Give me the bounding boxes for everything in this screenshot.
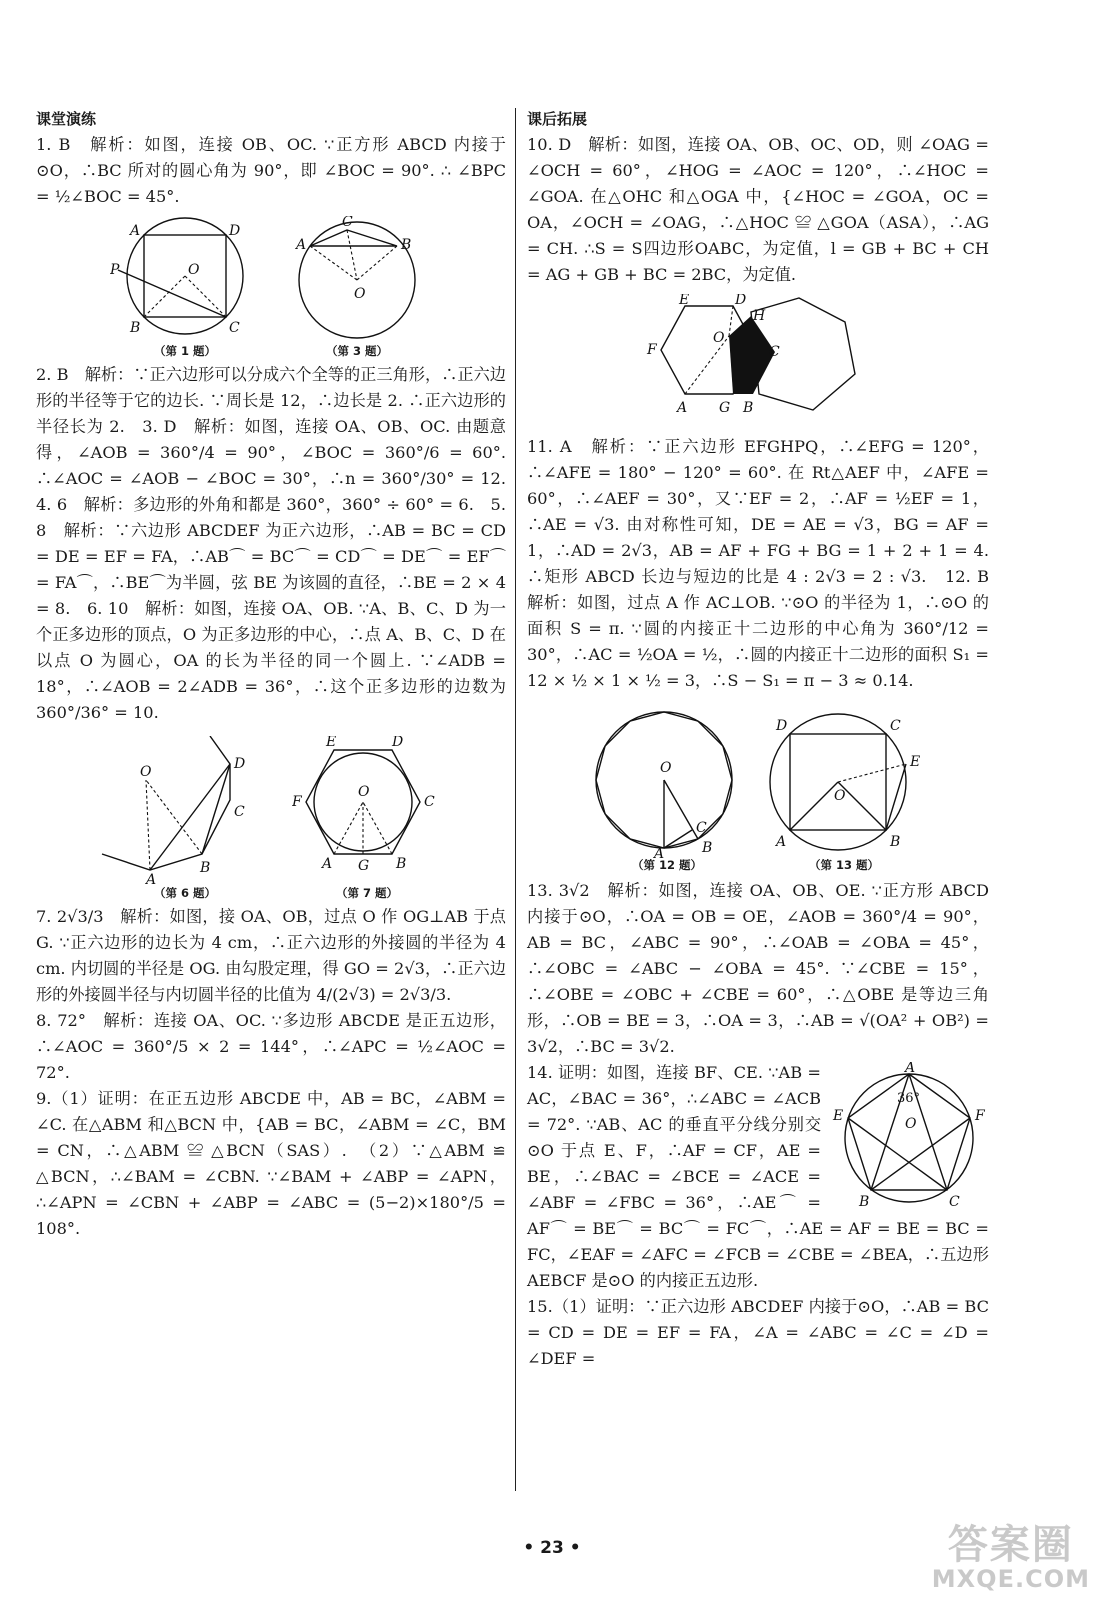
label-B: B bbox=[859, 1194, 870, 1208]
figure-10 bbox=[633, 294, 883, 430]
figure-1 bbox=[110, 216, 260, 358]
label-C: C bbox=[949, 1194, 960, 1208]
section-title-extension: 课后拓展 bbox=[527, 110, 588, 128]
label-C: C bbox=[234, 804, 245, 820]
page-number: • 23 • bbox=[523, 1538, 581, 1558]
figure-3-caption: （第 3 题） bbox=[325, 344, 388, 358]
left-column bbox=[36, 108, 523, 1242]
label-G: G bbox=[358, 858, 370, 874]
label-D: D bbox=[735, 294, 747, 308]
answers-11-12: 11. A 解析：∵正六边形 EFGHPQ，∴∠EFG = 120°，∴∠AFE = 180° − 120° = 60°. 在 Rt△AEF 中，∠AFE = 60°，∴∠AEF = 30°，又∵EF = 2，∴AF = ½EF = 1，∴AE = √3. 由对称性可知，DE = AE = √3，BG = AF = 1，∴AD = 2√3，AB = AF + FG + BG = 1 + 2 + 1 = 4. ∴矩形 ABCD 长边与短边的比是 4 : 2√3 = 2 : √3. 12. B 解析：如图，过点 A 作 AC⊥OB. ∵⊙O 的半径为 1，∴⊙O 的面积 S = π. ∵圆的内接正十二边形的中心角为 360°/12 = 30°，∴AC = ½OA = ½，∴圆的内接正十二边形的面积 S₁ = 12 × ½ × 1 × ½ = 3，∴S − S₁ = π − 3 ≈ 0.14. bbox=[527, 437, 1006, 690]
figure-7-caption: （第 7 题） bbox=[335, 886, 398, 900]
figure-7 bbox=[292, 736, 442, 900]
label-A: A bbox=[296, 237, 307, 253]
label-A: A bbox=[146, 872, 157, 886]
label-B: B bbox=[743, 400, 754, 416]
label-P: P bbox=[110, 262, 120, 278]
answer-14-block bbox=[527, 1060, 989, 1294]
label-H: H bbox=[753, 308, 766, 324]
label-F: F bbox=[975, 1108, 985, 1124]
figure-14-diagram bbox=[829, 1062, 989, 1208]
label-A: A bbox=[905, 1062, 916, 1076]
watermark bbox=[932, 1524, 1090, 1592]
label-O: O bbox=[188, 262, 200, 278]
label-C: C bbox=[890, 718, 901, 734]
label-B: B bbox=[401, 237, 412, 253]
answer-15: 15.（1）证明：∵正六边形 ABCDEF 内接于⊙O，∴AB = BC = CD = DE = EF = FA，∠A = ∠ABC = ∠C = ∠D = ∠DEF = bbox=[527, 1297, 989, 1368]
watermark-line1: 答案圈 bbox=[947, 1522, 1074, 1568]
figure-13-caption: （第 13 题） bbox=[808, 858, 879, 872]
label-E: E bbox=[833, 1108, 844, 1124]
label-C: C bbox=[229, 320, 240, 336]
label-B: B bbox=[396, 856, 407, 872]
label-F: F bbox=[647, 342, 657, 358]
label-G: G bbox=[719, 400, 731, 416]
section-title-classroom: 课堂演练 bbox=[36, 110, 97, 128]
answer-14: 14. 证明：如图，连接 BF、CE. ∵AB = AC，∠BAC = 36°，∴∠ABC = ∠ACB = 72°. ∵AB、AC 的垂直平分线分别交⊙O 于点 E、F，∴AF = CF，AE = BE，∴∠BAC = ∠BCE = ∠ACE = ∠ABF = ∠FBC = 36°，∴AE⌒ = AF⌒ = BE⌒ = BC⌒ = FC⌒，∴AE = AF = BE = BC = FC，∠EAF = ∠AFC = ∠FCB = ∠CBE = ∠BEA，∴五边形 AEBCF 是⊙O 的内接正五边形. bbox=[527, 1063, 989, 1290]
figure-7-diagram bbox=[292, 736, 442, 886]
answers-2-to-6: 2. B 解析：∵正六边形可以分成六个全等的正三角形，∴正六边形的半径等于它的边长. ∵周长是 12，∴边长是 2. ∴正六边形的半径长为 2. 3. D 解析：如图，连接 OA、OB、OC. 由题意得，∠AOB = 360°/4 = 90°，∠BOC = 360°/6 = 60°. ∴∠AOC = ∠AOB − ∠BOC = 30°，∴n = 360°/30° = 12. 4. 6 解析：多边形的外角和都是 360°，360° ÷ 60° = 6. 5. 8 解析：∵六边形 ABCDEF 为正六边形，∴AB = BC = CD = DE = EF = FA，∴AB⌒ = BC⌒ = CD⌒ = DE⌒ = EF⌒ = FA⌒，∴BE⌒为半圆，弦 BE 为该圆的直径，∴BE = 2 × 4 = 8. 6. 10 解析：如图，连接 OA、OB. ∵A、B、C、D 为一个正多边形的顶点，O 为正多边形的中心，∴点 A、B、C、D 在以点 O 为圆心，OA 的长为半径的同一个圆上. ∵∠ADB = 18°，∴∠AOB = 2∠ADB = 36°，∴这个正多边形的边数为 360°/36° = 10. bbox=[36, 365, 523, 722]
label-B: B bbox=[890, 834, 901, 850]
label-C: C bbox=[424, 794, 435, 810]
figure-12-diagram bbox=[592, 706, 742, 858]
label-D: D bbox=[229, 223, 241, 239]
figure-10-diagram bbox=[633, 294, 883, 430]
answer-9: 9.（1）证明：在正五边形 ABCDE 中，AB = BC，∠ABM = ∠C. 在△ABM 和△BCN 中，{AB = BC，∠ABM = ∠C，BM = CN，∴△ABM ≌ △BCN（SAS）. （2）∵△ABM ≌ △BCN，∴∠BAM = ∠CBN. ∵∠BAM + ∠ABP = ∠APN，∴∠APN = ∠CBN + ∠ABP = ∠ABC = (5−2)×180°/5 = 108°. bbox=[36, 1089, 506, 1238]
label-C: C bbox=[696, 820, 707, 836]
figure-row-1-3 bbox=[36, 216, 506, 358]
label-O: O bbox=[660, 760, 672, 776]
label-F: F bbox=[292, 794, 302, 810]
figure-6-caption: （第 6 题） bbox=[153, 886, 216, 900]
label-O: O bbox=[713, 330, 725, 346]
angle-36-label: 36° bbox=[897, 1091, 921, 1106]
answer-7: 7. 2√3/3 解析：如图，接 OA、OB，过点 O 作 OG⊥AB 于点 G. ∵正六边形的边长为 4 cm，∴正六边形的外接圆的半径为 4 cm. 内切圆的半径是 OG. 由勾股定理，得 GO = 2√3，∴正六边形的外接圆半径与内切圆半径的比值为 4/(2√3) = 2√3/3. bbox=[36, 907, 506, 1004]
figure-13-diagram bbox=[764, 706, 924, 858]
column-divider bbox=[515, 108, 516, 1491]
figure-row-10 bbox=[527, 294, 989, 430]
label-A: A bbox=[776, 834, 787, 850]
label-D: D bbox=[776, 718, 788, 734]
label-D: D bbox=[392, 736, 404, 750]
answer-10: 10. D 解析：如图，连接 OA、OB、OC、OD，则 ∠OAG = ∠OCH = 60°，∠HOG = ∠AOC = 120°，∴∠HOC = ∠GOA. 在△OHC 和△OGA 中，{∠HOC = ∠GOA，OC = OA，∠OCH = ∠OAG，∴△HOC ≌ △GOA（ASA），∴AG = CH. ∴S = S四边形OABC，为定值，l = GB + BC + CH = AG + GB + BC = 2BC，为定值. bbox=[527, 135, 989, 284]
label-B: B bbox=[702, 840, 713, 856]
figure-6 bbox=[100, 736, 270, 900]
figure-row-6-7 bbox=[36, 736, 506, 900]
figure-12 bbox=[592, 706, 742, 872]
figure-13 bbox=[764, 706, 924, 872]
label-E: E bbox=[326, 736, 337, 750]
figure-6-diagram bbox=[100, 736, 270, 886]
label-A: A bbox=[654, 846, 665, 858]
label-A: A bbox=[130, 223, 141, 239]
figure-3 bbox=[282, 216, 432, 358]
figure-12-caption: （第 12 题） bbox=[631, 858, 702, 872]
figure-3-diagram bbox=[282, 216, 432, 344]
label-C: C bbox=[769, 344, 780, 360]
answer-8: 8. 72° 解析：连接 OA、OC. ∵多边形 ABCDE 是正五边形，∴∠AOC = 360°/5 × 2 = 144°，∴∠APC = ½∠AOC = 72°. bbox=[36, 1011, 506, 1082]
right-column bbox=[527, 108, 1006, 1372]
label-C: C bbox=[342, 216, 353, 230]
figure-1-caption: （第 1 题） bbox=[153, 344, 216, 358]
label-B: B bbox=[200, 860, 211, 876]
answer-13: 13. 3√2 解析：如图，连接 OA、OB、OE. ∵正方形 ABCD 内接于⊙O，∴OA = OB = OE，∠AOB = 360°/4 = 90°，AB = BC，∠ABC = 90°，∴∠OAB = ∠OBA = 45°，∴∠OBC = ∠ABC − ∠OBA = 45°. ∵∠CBE = 15°，∴∠OBE = ∠OBC + ∠CBE = 60°，∴△OBE 是等边三角形，∴OB = BE = 3，∴OA = 3，∴AB = √(OA² + OB²) = 3√2，∴BC = 3√2. bbox=[527, 881, 989, 1056]
label-E: E bbox=[679, 294, 690, 308]
label-O: O bbox=[354, 286, 366, 302]
label-A: A bbox=[322, 856, 333, 872]
label-D: D bbox=[234, 756, 246, 772]
label-O: O bbox=[358, 784, 370, 800]
label-A: A bbox=[677, 400, 688, 416]
label-O: O bbox=[905, 1116, 917, 1132]
watermark-line2: MXQE.COM bbox=[931, 1565, 1090, 1593]
figure-1-diagram bbox=[110, 216, 260, 344]
label-O: O bbox=[140, 764, 152, 780]
label-B: B bbox=[130, 320, 141, 336]
answer-1: 1. B 解析：如图，连接 OB、OC. ∵正方形 ABCD 内接于⊙O，∴BC 所对的圆心角为 90°，即 ∠BOC = 90°. ∴ ∠BPC = ½∠BOC = 45°. bbox=[36, 135, 506, 206]
label-E: E bbox=[910, 754, 921, 770]
figure-row-12-13 bbox=[527, 706, 989, 872]
label-O: O bbox=[834, 788, 846, 804]
